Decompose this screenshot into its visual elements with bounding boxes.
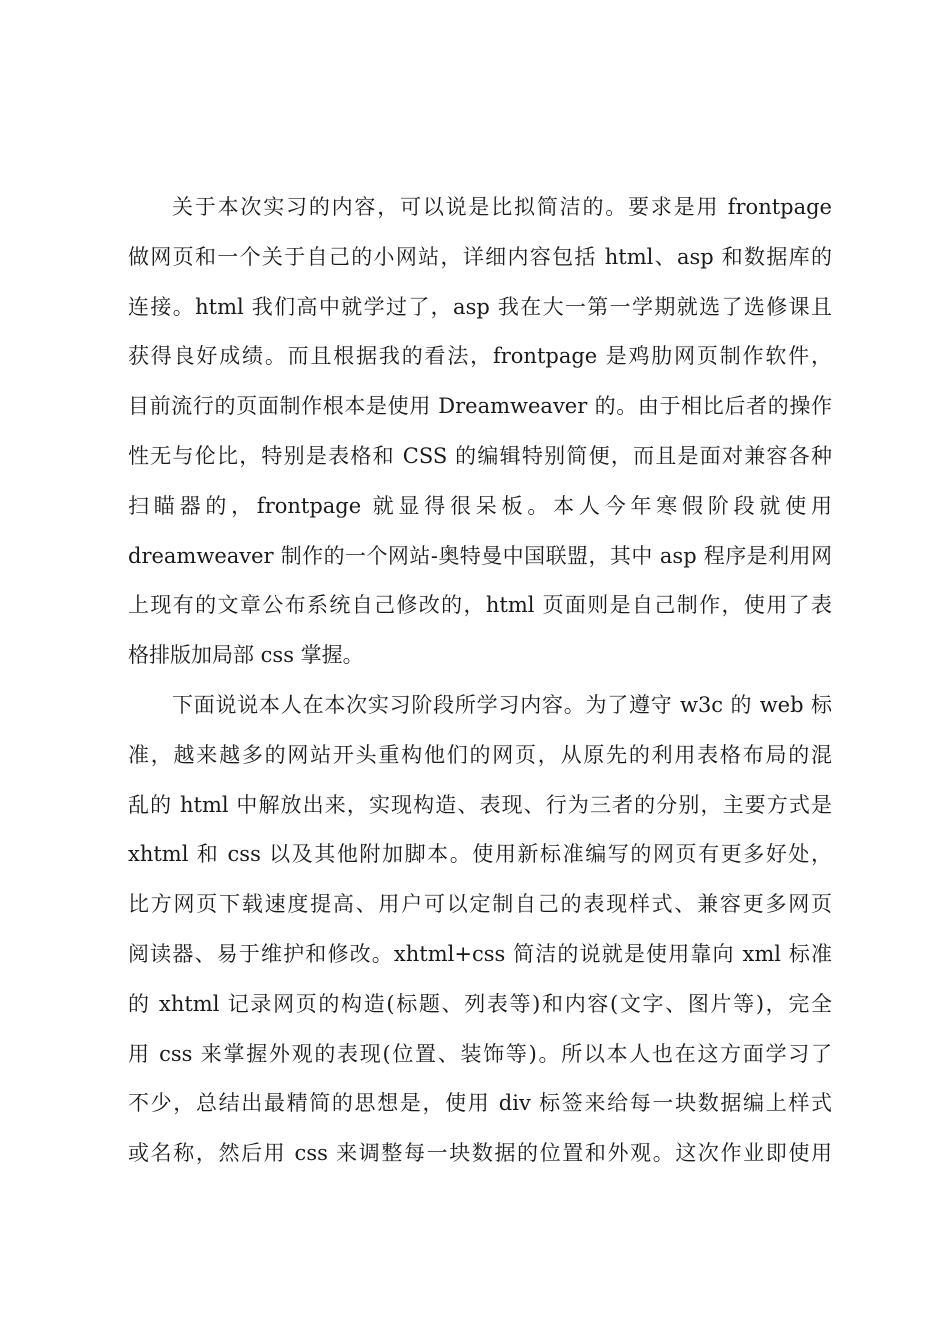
paragraph-line: 准，越来越多的网站开头重构他们的网页，从原先的利用表格布局的混 <box>128 742 832 767</box>
document-body <box>128 183 832 1179</box>
paragraph-line: 或名称，然后用 css 来调整每一块数据的位置和外观。这次作业即使用 <box>128 1141 832 1166</box>
paragraph-line: 连接。html 我们高中就学过了，asp 我在大一第一学期就选了选修课且 <box>128 294 832 319</box>
paragraph-line: 做网页和一个关于自己的小网站，详细内容包括 html、asp 和数据库的 <box>128 244 832 269</box>
paragraph-line: 目前流行的页面制作根本是使用 Dreamweaver 的。由于相比后者的操作 <box>128 394 832 419</box>
paragraph-line: 获得良好成绩。而且根据我的看法，frontpage 是鸡肋网页制作软件， <box>128 344 832 369</box>
paragraph-line: 关于本次实习的内容，可以说是比拟简洁的。要求是用 frontpage <box>172 195 832 219</box>
paragraph-line: dreamweaver 制作的一个网站-奥特曼中国联盟，其中 asp 程序是利用网 <box>128 543 832 568</box>
paragraph-line: xhtml 和 css 以及其他附加脚本。使用新标准编写的网页有更多好处， <box>128 842 832 867</box>
paragraph-1 <box>128 183 832 681</box>
paragraph-line: 上现有的文章公布系统自己修改的，html 页面则是自己制作，使用了表 <box>128 593 832 618</box>
paragraph-line: 阅读器、易于维护和修改。xhtml+css 简洁的说就是使用靠向 xml 标准 <box>128 941 832 966</box>
paragraph-line: 下面说说本人在本次实习阶段所学习内容。为了遵守 w3c 的 web 标 <box>172 692 832 717</box>
paragraph-line: 扫瞄器的，frontpage 就显得很呆板。本人今年寒假阶段就使用 <box>128 493 832 518</box>
paragraph-line: 乱的 html 中解放出来，实现构造、表现、行为三者的分别，主要方式是 <box>128 792 832 817</box>
paragraph-2 <box>128 681 832 1179</box>
paragraph-line: 比方网页下载速度提高、用户可以定制自己的表现样式、兼容更多网页 <box>128 892 832 917</box>
paragraph-line: 性无与伦比，特别是表格和 CSS 的编辑特别简便，而且是面对兼容各种 <box>128 443 832 468</box>
paragraph-line: 不少，总结出最精简的思想是，使用 div 标签来给每一块数据编上样式 <box>128 1091 832 1116</box>
paragraph-line: 用 css 来掌握外观的表现(位置、装饰等)。所以本人也在这方面学习了 <box>128 1041 832 1066</box>
paragraph-line: 格排版加局部 css 掌握。 <box>128 643 364 668</box>
paragraph-line: 的 xhtml 记录网页的构造(标题、列表等)和内容(文字、图片等)，完全 <box>128 991 832 1016</box>
